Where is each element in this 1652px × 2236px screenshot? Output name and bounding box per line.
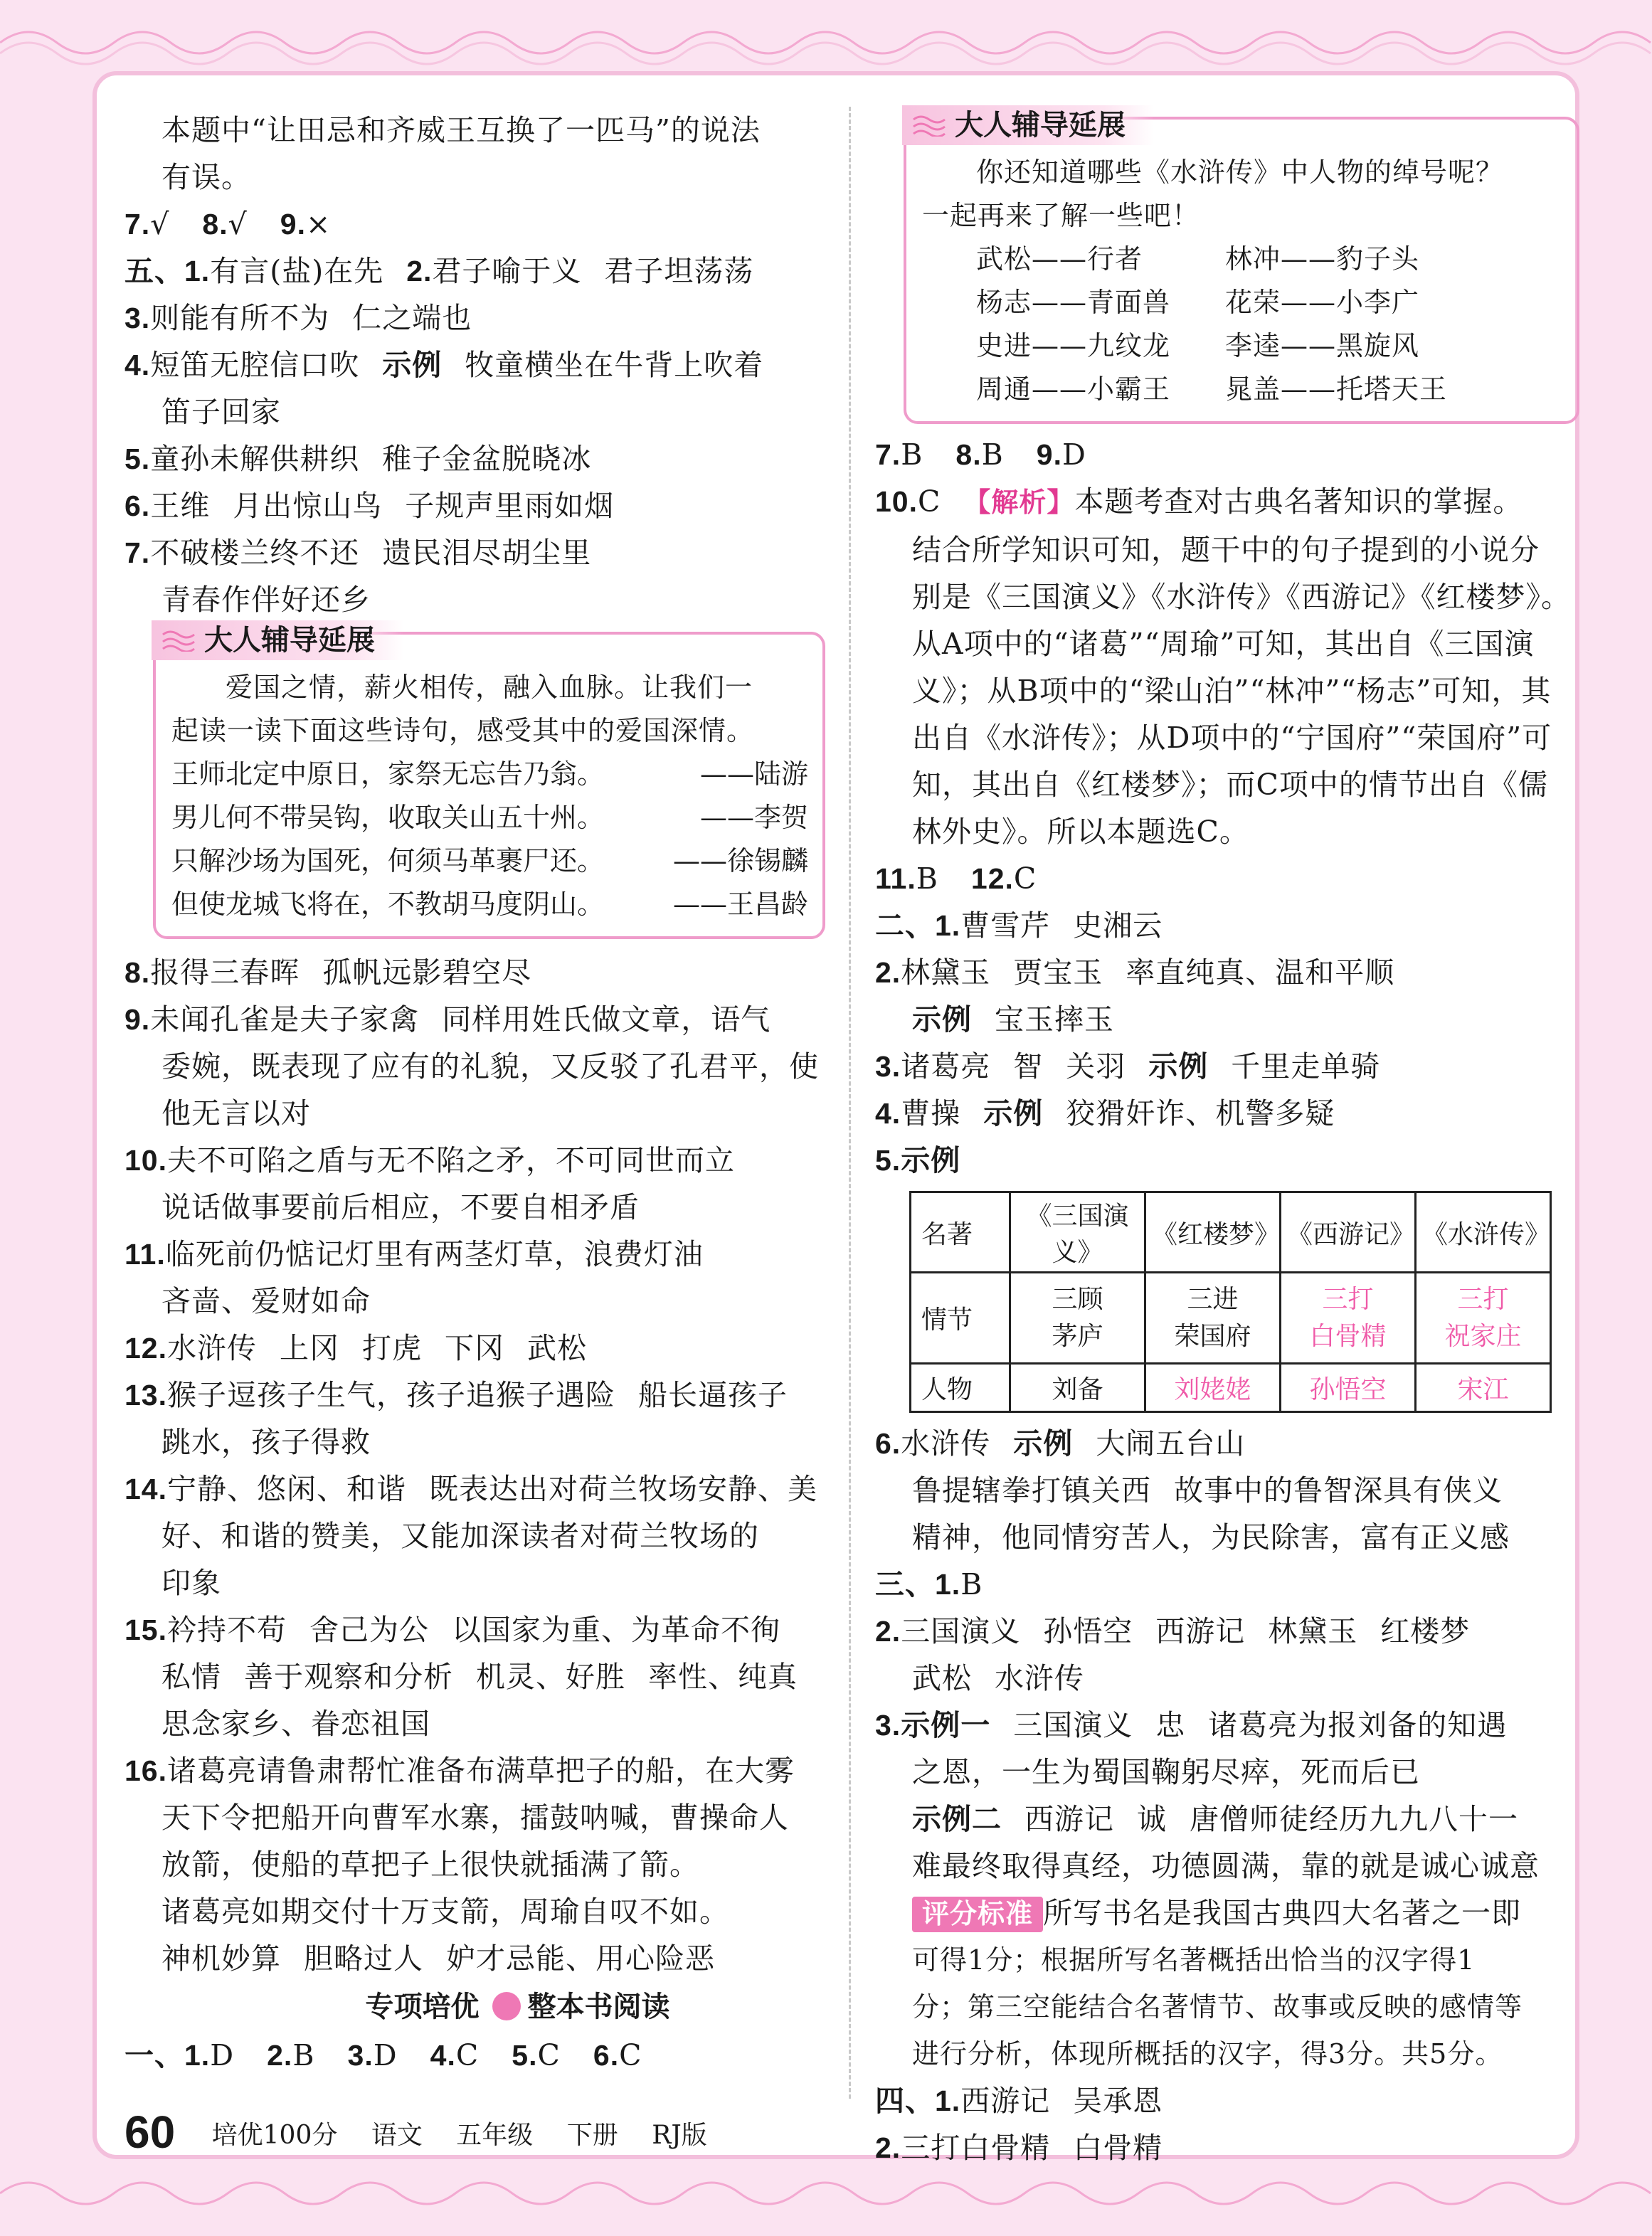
answer-text: 他无言以对: [162, 1096, 311, 1130]
table-header-cell: 《水浒传》: [1416, 1192, 1551, 1273]
table-header-cell: 情节: [911, 1273, 1010, 1364]
answer-4: 4.短笛无腔信口吹 示例 牧童横坐在牛背上吹着: [125, 348, 764, 382]
box-text: 起读一读下面这些诗句，感受其中的爱国深情。: [171, 715, 755, 746]
answer-text: 印象: [162, 1566, 221, 1600]
answer-text: 青春作伴好还乡: [162, 583, 371, 617]
answer-text: 天下令把船开向曹军水寨，擂鼓呐喊，曹操命人: [162, 1801, 789, 1835]
answer-text: 私情 善于观察和分析 机灵、好胜 率性、纯真: [162, 1660, 798, 1694]
table-cell: 宋江: [1416, 1364, 1551, 1412]
answer-15: 15.衿持不苟 舍己为公 以国家为重、为革命不徇: [125, 1613, 780, 1647]
answer-16: 16.诸葛亮请鲁肃帮忙准备布满草把子的船，在大雾: [125, 1754, 795, 1788]
answer-2-5: 5.示例: [875, 1144, 961, 1177]
answer-text: 知，其出自《红楼梦》；而C项中的情节出自《儒: [912, 768, 1548, 802]
table-cell: 刘姥姥: [1145, 1364, 1281, 1412]
box-title: 大人辅导延展: [902, 105, 1154, 145]
answer-text: 笛子回家: [162, 395, 281, 429]
table-header-cell: 《红楼梦》: [1145, 1192, 1281, 1273]
answer-3-3: 3.示例一 三国演义 忠 诸葛亮为报刘备的知遇: [875, 1708, 1508, 1742]
answer-text: 林外史》。所以本题选C。: [912, 815, 1249, 849]
poem-line: 王师北定中原日，家祭无忘告乃翁。 ——陆游: [171, 758, 808, 790]
right-column: [875, 107, 1579, 2171]
scoring-tag: 评分标准: [912, 1897, 1043, 1932]
answer-text: 委婉，既表现了应有的礼貌，又反驳了孔君平，使: [162, 1049, 819, 1083]
answer-text: 有误。: [162, 160, 251, 194]
table-cell: 孙悟空: [1281, 1364, 1416, 1412]
answer-text: 说话做事要前后相应，不要自相矛盾: [162, 1190, 640, 1224]
left-column: [125, 107, 825, 2079]
analysis-tag: 【解析】: [963, 488, 1075, 518]
table-header-cell: 《西游记》: [1281, 1192, 1416, 1273]
answer-8: 8.报得三春晖 孤帆远影碧空尽: [125, 955, 532, 990]
grade: 五年级: [456, 2121, 534, 2150]
answer-text: 吝啬、爱财如命: [162, 1284, 371, 1318]
answer-3: 3.则能有所不为 仁之端也: [125, 301, 472, 335]
table-cell: 三进 荣国府: [1145, 1273, 1281, 1364]
table-header-cell: 《三国演义》: [1010, 1192, 1145, 1273]
answer-2-6: 6.水浒传 示例 大闹五台山: [875, 1426, 1246, 1461]
nickname-row: 杨志——青面兽 花荣——小李广: [976, 287, 1420, 318]
answer-11-12: 11.B 12.C: [875, 862, 1037, 896]
book-title: 培优100分: [211, 2121, 338, 2150]
wave-icon: [162, 629, 196, 652]
answer-text: 难最终取得真经，功德圆满，靠的就是诚心诚意: [912, 1849, 1540, 1883]
answer-text: 进行分析，体现所概括的汉字，得3分。共5分。: [912, 2038, 1503, 2070]
answer-text: 跳水，孩子得救: [162, 1425, 371, 1459]
answer-section-1: 一、1.D 2.B 3.D 4.C 5.C 6.C: [125, 2038, 642, 2072]
answer-10: 10.夫不可陷之盾与无不陷之矛，不可同世而立: [125, 1143, 735, 1177]
answer-3-2: 2.三国演义 孙悟空 西游记 林黛玉 红楼梦: [875, 1614, 1471, 1648]
table-row: [911, 1273, 1551, 1364]
badge-icon: [492, 1992, 521, 2020]
table-cell: 三顾 茅庐: [1010, 1273, 1145, 1364]
answer-text: 别是《三国演义》《水浒传》《西游记》《红楼梦》。: [912, 580, 1571, 614]
answer-7-9: 7.√ 8.√ 9.×: [125, 207, 332, 241]
table-header-cell: 名著: [911, 1192, 1010, 1273]
answer-text: 思念家乡、眷恋祖国: [162, 1707, 430, 1741]
nickname-row: 史进——九纹龙 李逵——黑旋风: [976, 330, 1420, 361]
poem-line: 男儿何不带吴钩，收取关山五十州。 ——李贺: [171, 802, 808, 833]
tutor-extension-box: [153, 625, 825, 939]
poem-line: 只解沙场为国死，何须马革裹尸还。 ——徐锡麟: [171, 845, 808, 876]
answer-4-2: 2.三打白骨精 白骨精: [875, 2131, 1163, 2165]
answer-2-2: 2.林黛玉 贾宝玉 率直纯真、温和平顺: [875, 955, 1395, 990]
answer-11: 11.临死前仍惦记灯里有两茎灯草，浪费灯油: [125, 1237, 704, 1271]
answer-7-9: 7.B 8.B 9.D: [875, 438, 1086, 472]
table-cell: 刘备: [1010, 1364, 1145, 1412]
answer-text: 示例 宝玉摔玉: [912, 1002, 1114, 1037]
column-divider: [849, 107, 851, 2099]
answer-text: 分；第三空能结合名著情节、故事或反映的感情等: [912, 1991, 1523, 2023]
page-footer: [125, 2106, 733, 2158]
answer-text: 结合所学知识可知，题干中的句子提到的小说分: [912, 533, 1540, 567]
poem-line: 但使龙城飞将在，不教胡马度阴山。 ——王昌龄: [171, 889, 808, 920]
answer-5-1: 五、1.有言(盐)在先 2.君子喻于义 君子坦荡荡: [125, 254, 754, 288]
answer-text: 诸葛亮如期交付十万支箭，周瑜自叹不如。: [162, 1895, 729, 1929]
answer-3-1: 三、1.B: [875, 1567, 983, 1601]
answer-2-1: 二、1.曹雪芹 史湘云: [875, 908, 1163, 943]
answer-13: 13.猴子逗孩子生气，孩子追猴子遇险 船长逼孩子: [125, 1378, 788, 1412]
tutor-extension-box: [904, 110, 1579, 424]
answer-6: 6.王维 月出惊山鸟 子规声里雨如烟: [125, 489, 615, 523]
decorative-wave-top: [0, 0, 1652, 71]
answer-text: 本题中“让田忌和齐威王互换了一匹马”的说法: [162, 113, 761, 147]
answer-text: 鲁提辖拳打镇关西 故事中的鲁智深具有侠义: [912, 1473, 1503, 1508]
answer-text: 精神，他同情穷苦人，为民除害，富有正义感: [912, 1520, 1510, 1554]
term: 下册: [566, 2121, 618, 2150]
answer-text: 神机妙算 胆略过人 妒才忌能、用心险恶: [162, 1941, 715, 1976]
answer-2-4: 4.曹操 示例 狡猾奸诈、机警多疑: [875, 1096, 1335, 1130]
answer-text: 从A项中的“诸葛”“周瑜”可知，其出自《三国演: [912, 627, 1535, 661]
table-row: [911, 1192, 1551, 1273]
answer-text: 义》；从B项中的“梁山泊”“林冲”“杨志”可知，其: [912, 674, 1552, 708]
answer-text: 好、和谐的赞美，又能加深读者对荷兰牧场的: [162, 1519, 759, 1553]
box-text: 你还知道哪些《水浒传》中人物的绰号呢？: [976, 157, 1504, 188]
section-heading: 专项培优 整本书阅读: [365, 1991, 670, 2023]
answer-text: 出自《水浒传》；从D项中的“宁国府”“荣国府”可: [912, 721, 1552, 755]
answer-7: 7.不破楼兰终不还 遗民泪尽胡尘里: [125, 536, 592, 570]
answer-14: 14.宁静、悠闲、和谐 既表达出对荷兰牧场安静、美: [125, 1472, 817, 1506]
answer-text: 可得1分；根据所写名著概括出恰当的汉字得1: [912, 1944, 1476, 1976]
classics-table: [909, 1191, 1552, 1413]
nickname-row: 周通——小霸王 晁盖——托塔天王: [976, 373, 1448, 405]
table-cell: 三打 白骨精: [1281, 1273, 1416, 1364]
decorative-wave-bottom: [0, 2165, 1652, 2236]
table-cell: 三打 祝家庄: [1416, 1273, 1551, 1364]
wave-icon: [912, 114, 946, 137]
answer-text: 示例二 西游记 诚 唐僧师徒经历九九八十一: [912, 1802, 1518, 1836]
answer-text: 之恩，一生为蜀国鞠躬尽瘁，死而后已: [912, 1755, 1420, 1789]
table-row: [911, 1364, 1551, 1412]
scoring-criteria: 评分标准 所写书名是我国古典四大名著之一即: [875, 1890, 1579, 1936]
nickname-row: 武松——行者 林冲——豹子头: [976, 243, 1420, 275]
answer-5: 5.童孙未解供耕织 稚子金盆脱晓冰: [125, 442, 592, 476]
subject: 语文: [371, 2121, 423, 2150]
answer-12: 12.水浒传 上冈 打虎 下冈 武松: [125, 1331, 587, 1365]
answer-2-3: 3.诸葛亮 智 关羽 示例 千里走单骑: [875, 1049, 1381, 1083]
box-text: 一起再来了解一些吧！: [922, 200, 1200, 231]
edition: RJ版: [652, 2121, 707, 2150]
box-text: 爱国之情，薪火相传，融入血脉。让我们一: [226, 672, 753, 703]
answer-10: 10.C 【解析】本题考查对古典名著知识的掌握。: [875, 478, 1579, 526]
box-title: 大人辅导延展: [152, 620, 403, 660]
table-header-cell: 人物: [911, 1364, 1010, 1412]
answer-text: 武松 水浒传: [912, 1661, 1084, 1695]
answer-9: 9.未闻孔雀是夫子家禽 同样用姓氏做文章，语气: [125, 1002, 771, 1037]
answer-text: 放箭，使船的草把子上很快就插满了箭。: [162, 1848, 699, 1882]
answer-4-1: 四、1.西游记 吴承恩: [875, 2084, 1163, 2118]
page-number: 60: [125, 2107, 176, 2158]
